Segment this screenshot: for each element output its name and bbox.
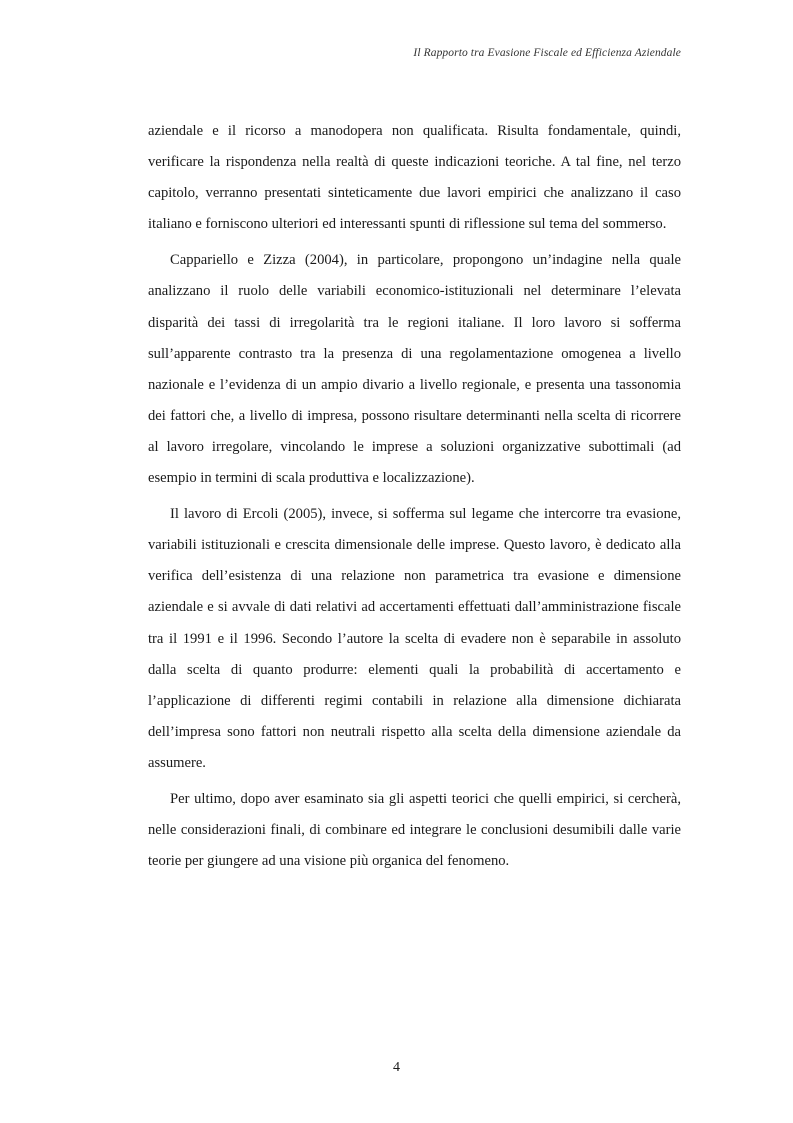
- paragraph-ercoli: Il lavoro di Ercoli (2005), invece, si sofferma sul legame che intercorre tra evasione, variabili istituzionali e crescita dimensionale delle imprese. Questo lavoro, è dedicato alla verifica dell’esistenza di una relazione non parametrica tra evasione e dimensione aziendale e si avvale di dati relativi ad accertamenti effettuati dall’amministrazione fiscale tra il 1991 e il 1996. Secondo l’autore la scelta di evadere non è separabile in assoluto dalla scelta di quanto produrre: elementi quali la probabilità di accertamento e l’applicazione di differenti regimi contabili in relazione alla dimensione dichiarata dell’impresa sono fattori non neutrali rispetto alla scelta della dimensione aziendale da assumere.: [148, 506, 681, 771]
- paragraph-conclusion: Per ultimo, dopo aver esaminato sia gli aspetti teorici che quelli empirici, si cercherà, nelle considerazioni finali, di combinare ed integrare le conclusioni desumibili dalle varie teorie per giungere ad una visione più organica del fenomeno.: [148, 790, 681, 870]
- running-header: Il Rapporto tra Evasione Fiscale ed Efficienza Aziendale: [413, 47, 681, 59]
- paragraph-cappariello-zizza: Cappariello e Zizza (2004), in particolare, propongono un’indagine nella quale analizzano il ruolo delle variabili economico-istituzionali nel determinare l’elevata disparità dei tassi di irregolarità tra le regioni italiane. Il loro lavoro si sofferma sull’apparente contrasto tra la presenza di una regolamentazione omogenea a livello nazionale e l’evidenza di un ampio divario a livello regionale, e presenta una tassonomia dei fattori che, a livello di impresa, possono risultare determinanti nella scelta di ricorrere al lavoro irregolare, vincolando le imprese a soluzioni organizzative subottimali (ad esempio in termini di scala produttiva e localizzazione).: [148, 252, 681, 487]
- page-number: 4: [393, 1060, 400, 1075]
- paragraph-continuation: aziendale e il ricorso a manodopera non qualificata. Risulta fondamentale, quindi, verificare la rispondenza nella realtà di queste indicazioni teoriche. A tal fine, nel terzo capitolo, verranno presentati sinteticamente due lavori empirici che analizzano il caso italiano e forniscono ulteriori ed interessanti spunti di riflessione sul tema del sommerso.: [148, 123, 681, 233]
- body-text: [148, 116, 681, 882]
